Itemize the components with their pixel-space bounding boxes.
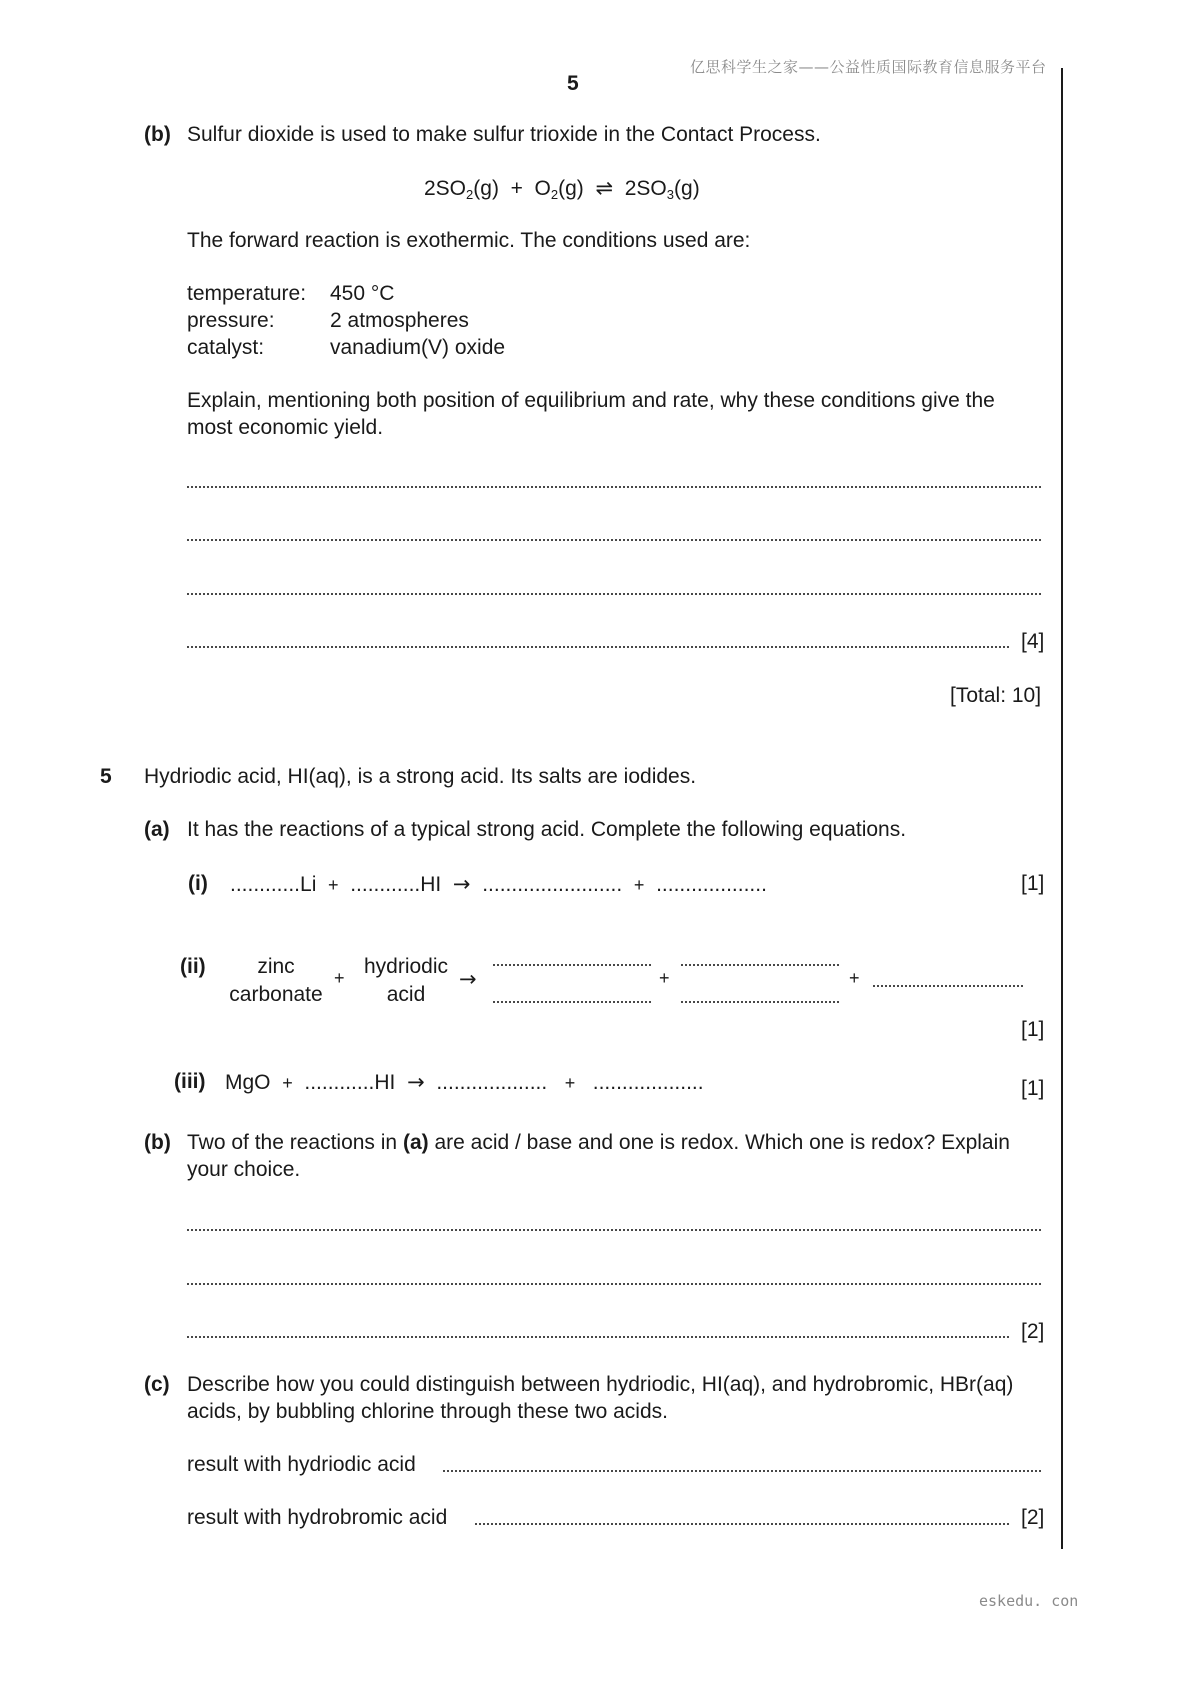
q4b-question-line2: most economic yield. xyxy=(187,416,384,439)
q5c-line2: acids, by bubbling chlorine through these two acids. xyxy=(187,1400,668,1423)
q5a-iii-equation[interactable] xyxy=(225,1070,704,1095)
page-number: 5 xyxy=(567,72,579,95)
q5a-i-equation[interactable] xyxy=(230,872,767,897)
eq-left1-state: (g) xyxy=(473,177,499,200)
arrow-icon: → xyxy=(407,1070,425,1094)
result-hydrobromic-label: result with hydrobromic acid xyxy=(187,1506,448,1529)
header-watermark: 亿思科学生之家——公益性质国际教育信息服务平台 xyxy=(690,58,1047,76)
product-1-blank[interactable]: ........................ xyxy=(482,873,623,896)
result-hydriodic-answer-line[interactable] xyxy=(442,1469,1041,1473)
q5b-text-pre: Two of the reactions in xyxy=(187,1131,403,1154)
answer-line[interactable] xyxy=(186,645,1009,649)
q4b-question-line1: Explain, mentioning both position of equilibrium and rate, why these conditions give the xyxy=(187,389,995,412)
answer-line[interactable] xyxy=(186,1228,1041,1232)
answer-line[interactable] xyxy=(186,1335,1009,1339)
result-hydrobromic-answer-line[interactable] xyxy=(474,1522,1009,1526)
q5-intro: Hydriodic acid, HI(aq), is a strong acid. Its salts are iodides. xyxy=(144,765,697,788)
result-hydriodic-label: result with hydriodic acid xyxy=(187,1453,416,1476)
product-2-line1-blank[interactable] xyxy=(680,963,840,967)
eq-right-sub: 3 xyxy=(666,187,675,202)
reactant-mgo: MgO xyxy=(225,1071,271,1094)
product-3-blank[interactable] xyxy=(872,984,1024,988)
q5c-marks: [2] xyxy=(1021,1506,1045,1529)
q5a-iii-label: (iii) xyxy=(174,1070,206,1093)
condition-pressure-value: 2 atmospheres xyxy=(330,309,469,332)
plus-sign: + xyxy=(334,968,345,988)
q4-total: [Total: 10] xyxy=(950,684,1042,707)
arrow-icon: → xyxy=(452,872,471,896)
q5c-line1: Describe how you could distinguish between hydriodic, HI(aq), and hydrobromic, HBr(aq) xyxy=(187,1373,1014,1396)
eq-left2: O xyxy=(534,177,551,200)
reactant-li[interactable]: ............Li xyxy=(230,873,317,896)
eq-right: 2SO xyxy=(624,177,667,200)
condition-catalyst-name: catalyst: xyxy=(187,336,265,359)
q5a-text: It has the reactions of a typical strong acid. Complete the following equations. xyxy=(187,818,907,841)
q5-number: 5 xyxy=(100,765,112,788)
q5a-ii-marks: [1] xyxy=(1021,1018,1045,1041)
plus-sign: + xyxy=(282,1073,293,1093)
product-2-blank[interactable]: ................... xyxy=(656,873,767,896)
contact-process-equation xyxy=(424,176,700,201)
margin-rule xyxy=(1061,68,1063,1549)
q5b-text-post: are acid / base and one is redox. Which one is redox? Explain xyxy=(428,1131,1010,1154)
product-1-line1-blank[interactable] xyxy=(492,963,652,967)
condition-temperature-name: temperature: xyxy=(187,282,307,305)
q5b-text-line2: your choice. xyxy=(187,1158,301,1181)
q5b-label: (b) xyxy=(144,1131,171,1154)
reactant-zinc-carbonate xyxy=(226,955,326,1007)
plus-sign: + xyxy=(849,968,860,988)
q5b-text-ref: (a) xyxy=(402,1131,429,1154)
reactant-hi[interactable]: ............HI xyxy=(350,873,442,896)
answer-line[interactable] xyxy=(186,1282,1041,1286)
q4b-forward-text: The forward reaction is exothermic. The conditions used are: xyxy=(187,229,751,252)
eq-left2-sub: 2 xyxy=(550,187,559,202)
reactant-hydriodic-line1: hydriodic xyxy=(363,955,449,978)
reactant-hi[interactable]: ............HI xyxy=(304,1071,396,1094)
q5b-marks: [2] xyxy=(1021,1320,1045,1343)
condition-pressure-name: pressure: xyxy=(187,309,275,332)
eq-plus: + xyxy=(510,177,523,200)
q4b-intro: Sulfur dioxide is used to make sulfur trioxide in the Contact Process. xyxy=(187,123,821,146)
plus-sign: + xyxy=(633,875,645,895)
product-2-blank[interactable]: ................... xyxy=(592,1071,704,1094)
eq-left1: 2SO xyxy=(424,177,467,200)
answer-line[interactable] xyxy=(186,485,1041,489)
q5a-iii-marks: [1] xyxy=(1021,1077,1045,1100)
reactant-hydriodic-acid xyxy=(356,955,456,1007)
arrow-icon: → xyxy=(459,967,477,991)
product-1-line2-blank[interactable] xyxy=(492,1000,652,1004)
reactant-zinc-line1: zinc xyxy=(257,955,295,978)
reactant-hydriodic-line2: acid xyxy=(386,983,426,1006)
q4b-marks: [4] xyxy=(1021,630,1045,653)
answer-line[interactable] xyxy=(186,592,1041,596)
eq-right-state: (g) xyxy=(674,177,700,200)
q4b-label: (b) xyxy=(144,123,171,146)
equilibrium-arrow-icon: ⇌ xyxy=(595,176,614,200)
q5a-label: (a) xyxy=(144,818,170,841)
eq-left1-sub: 2 xyxy=(466,187,474,202)
q5a-i-marks: [1] xyxy=(1021,872,1045,895)
q5a-i-label: (i) xyxy=(188,872,208,895)
eq-left2-state: (g) xyxy=(558,177,584,200)
q5b-text xyxy=(187,1131,1010,1155)
product-1-blank[interactable]: ................... xyxy=(436,1071,548,1094)
condition-temperature-value: 450 °C xyxy=(330,282,395,305)
condition-catalyst-value: vanadium(V) oxide xyxy=(330,336,506,359)
plus-sign: + xyxy=(564,1073,576,1093)
answer-line[interactable] xyxy=(186,538,1041,542)
product-2-line2-blank[interactable] xyxy=(680,1000,840,1004)
reactant-zinc-line2: carbonate xyxy=(229,983,323,1006)
q5c-label: (c) xyxy=(144,1373,170,1396)
footer-watermark: eskedu. con xyxy=(979,1592,1079,1610)
plus-sign: + xyxy=(659,968,670,988)
plus-sign: + xyxy=(328,875,339,895)
q5a-ii-label: (ii) xyxy=(180,955,206,978)
